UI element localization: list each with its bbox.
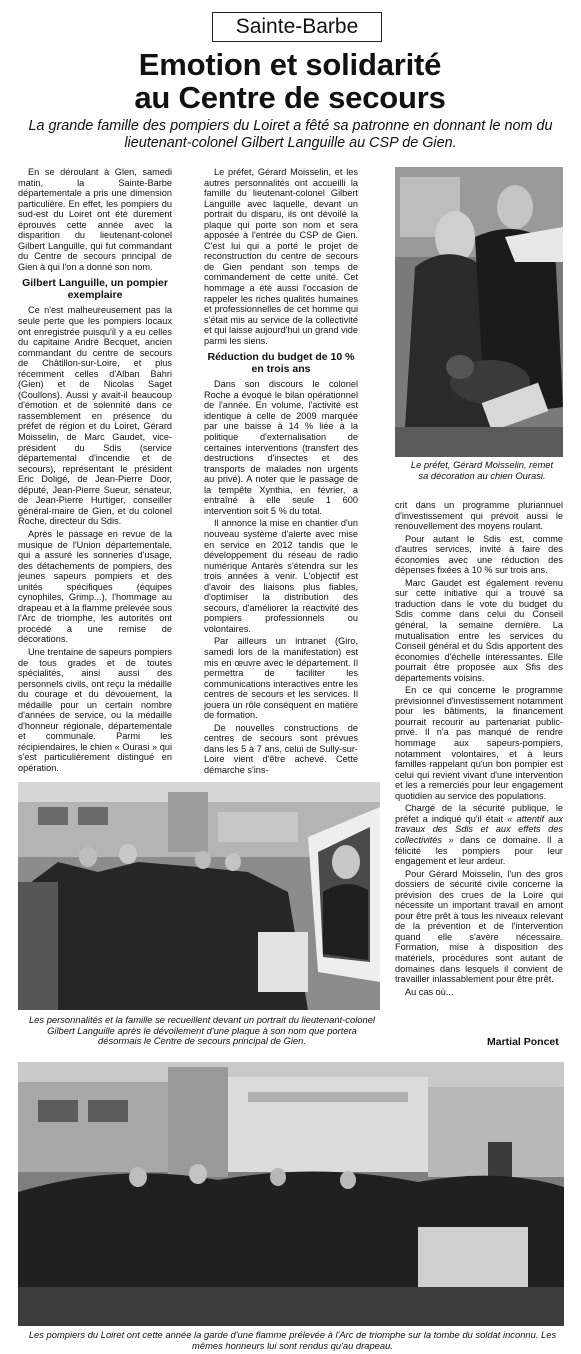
text-run: dans ce domaine. Il a félicité les pompiers pour leur engagement et leur ardeur. <box>395 834 563 867</box>
paragraph: Par ailleurs un intranet (Giro, samedi lors de la manifestation) est mis en œuvre avec le département. Il permettra de faciliter les communications interactives entre les centres de secours et les services. Il jouera un rôle conséquent en matière de formation. <box>204 636 358 721</box>
caption-photo-top: Le préfet, Gérard Moisselin, remet sa décoration au chien Ourasi. <box>410 459 554 481</box>
paragraph: En se déroulant à Glen, samedi matin, la Sainte-Barbe départementale a pris une dimension particulière. En effet, les pompiers du sud-est du Loiret ont été durement éprouvés cette année avec la disparition du lieutenant-colonel Gilbert Languille, qui fut commandant du Centre de secours principal de Gien à qui l'on a donné son nom. <box>18 167 172 272</box>
photo-flame-ceremony <box>18 1062 564 1326</box>
quote: « attentif aux travaux des Sdis et aux effets des collectivités » <box>395 813 563 845</box>
article-column-2 <box>204 167 358 777</box>
standfirst: La grande famille des pompiers du Loiret a fêté sa patronne en donnant le nom du lieutenant-colonel Gilbert Languille au CSP de Gien. <box>28 118 553 151</box>
subheading: Gilbert Languille, un pompier exemplaire <box>22 277 168 302</box>
headline <box>40 48 540 114</box>
article-column-3 <box>395 500 563 1035</box>
caption-photo-bottom: Les pompiers du Loiret ont cette année la garde d'une flamme prélevée à l'Arc de triomphe sur la tombe du soldat inconnu. Les mêmes honneurs lui sont rendus qu'au drapeau. <box>28 1329 557 1351</box>
paragraph: En ce qui concerne le programme prévisionnel d'investissement notamment pour les bâtiments, la financement pourrait recourir au partenariat public-privé. Il n'a pas manqué de rendre hommage aux sapeurs-pompiers, notamment volontaires, et à leurs familles rappelant qu'un bon pompier est celui qui revient vivant d'une intervention et les a remerciés pour leur engagement quotidien au service des populations. <box>395 685 563 801</box>
paragraph: Ce n'est malheureusement pas la seule perte que les pompiers locaux ont enregistrée puisqu'il y a eu celles du capitaine André Becquet, ancien commandant du centre de secours de Châtillon-sur-Loire, et plus récemment celles d'Alban Bahri (Gien) et de Nicolas Saget (Coullons). Aussi y avait-il beaucoup d'émotion et de solennité dans ce rassemblement en présence du préfet de région et du Loiret, Gérard Moisselin, de Marc Gaudet, vice-président du Sdis (service départemental d'incendie et de secours), représentant le président Eric Doligé, de Jean-Pierre Door, député, Jean-Pierre Sueur, sénateur, de Jean-Pierre Hurtiger, conseiller général-maire de Gien, et du colonel Roche, directeur du Sdis. <box>18 305 172 527</box>
paragraph: Il annonce la mise en chantier d'un nouveau système d'alerte avec mise en service en 2012 tandis que le développement du réseau de radio numérique Antarès s'étendra sur les trois années à venir. L'objectif est d'avoir des liaisons plus fiables, d'optimiser la distribution des secours, d'améliorer la réactivité des pompiers professionnels ou volontaires. <box>204 518 358 634</box>
paragraph: crit dans un programme pluriannuel d'investissement qui prévoit aussi le renouvellement des moyens roulant. <box>395 500 563 532</box>
photo-portrait-ceremony <box>18 782 380 1010</box>
paragraph: Après le passage en revue de la musique de l'Union départementale, qui a assuré les sonneries d'usage, des détachements de pompiers, des jeunes sapeurs pompiers et des unités spécifiques (équipes cynophiles, Grimp...), l'hommage au drapeau et à la flamme prélevée sous l'Arc de triomphe, les autorités ont procédé à une remise de décorations. <box>18 528 172 645</box>
paragraph: Le préfet, Gérard Moisselin, et les autres personnalités ont accueilli la famille du lieutenant-colonel Gilbert Languille avec laquelle, devant un portrait du disparu, ils ont dévoilé la plaque qui porte son nom et sera apposée à l'entrée du CSP de Gien. C'est lui qui a porté le projet de reconstruction du centre de secours de Gien pendant son temps de commandement de cette unité. Cet hommage a été aussi l'occasion de rappeler les riches qualités humaines et professionnelles de cet homme qui s'était mis au service de la collectivité et qui laisse aujourd'hui un grand vide parmi les siens. <box>204 167 358 346</box>
photo-prefect-dog <box>395 167 563 457</box>
article-column-1 <box>18 167 172 777</box>
headline-line-1: Emotion et solidarité <box>138 47 442 82</box>
text-run: Chargé de la sécurité publique, le préfet a indiqué qu'il était <box>395 803 563 824</box>
headline-line-2: au Centre de secours <box>134 80 446 115</box>
byline: Martial Poncet <box>487 1036 559 1048</box>
paragraph: Au cas où... <box>405 986 454 997</box>
caption-photo-middle: Les personnalités et la famille se recueillent devant un portrait du lieutenant-colonel Gilbert Languille après le dévoilement d'une plaque à son nom que portera désormais le Centre de secours principal de Gien. <box>28 1014 376 1047</box>
section-label: Sainte-Barbe <box>212 12 382 42</box>
paragraph: De nouvelles constructions de centres de secours sont prévues dans les 5 à 7 ans, celui de Sully-sur-Loire vient d'être achevé. Cette démarche s'ins- <box>204 722 358 775</box>
paragraph <box>395 803 563 866</box>
paragraph: Pour Gérard Moisselin, l'un des gros dossiers de sécurité civile concerne la prévision des crues de la Loire qui nécessite un important travail en amont pour être prêt à tous les niveaux relevant de la prévention et de l'intervention quand elle s'avère nécessaire. Formation, mise à disposition des matériels, procédures sont autant de domaines dans lesquels il convient de travailler inlassablement pour être prêt. <box>395 868 563 985</box>
subheading: Réduction du budget de 10 % en trois ans <box>207 351 355 376</box>
paragraph: Pour autant le Sdis est, comme d'autres services, invité à faire des économies avec une réduction des dépenses fixées à 10 % sur trois ans. <box>395 533 563 576</box>
paragraph: Marc Gaudet est également revenu sur cette initiative qui a trouvé sa traduction dans le vote du budget du Sdis comme dans celui du Conseil général, la semaine dernière. La mutualisation entre les services du Conseil général et du Sdis apportent des économies d'échelle intéressantes. Elle pourrait être proposée aux Sfis des départements voisins. <box>395 577 563 683</box>
paragraph: Une trentaine de sapeurs pompiers de tous grades et de toutes spécialités, ainsi aussi des personnels civils, ont reçu la médaille du courage et du dévouement, la médaille pour un certain nombre d'années de service, ou la médaille d'honneur régionale, départementale et communale. Parmi les récipiendaires, le chien « Ourasi » qui s'est particulièrement distingué en opération. <box>18 646 172 773</box>
paragraph: Dans son discours le colonel Roche a évoqué le bilan opérationnel de l'année. En volume, l'activité est identique à celle de 2009 marquée par une baisse à 14 % liée à la politique d'externalisation de certaines interventions (transfert des destructions d'insectes et des transports de malades non urgents au privé). A noter que le passage de la tempête Xynthia, en février, a entraîné à elle seule 1 600 intervention soit 5 % du total. <box>204 379 358 516</box>
